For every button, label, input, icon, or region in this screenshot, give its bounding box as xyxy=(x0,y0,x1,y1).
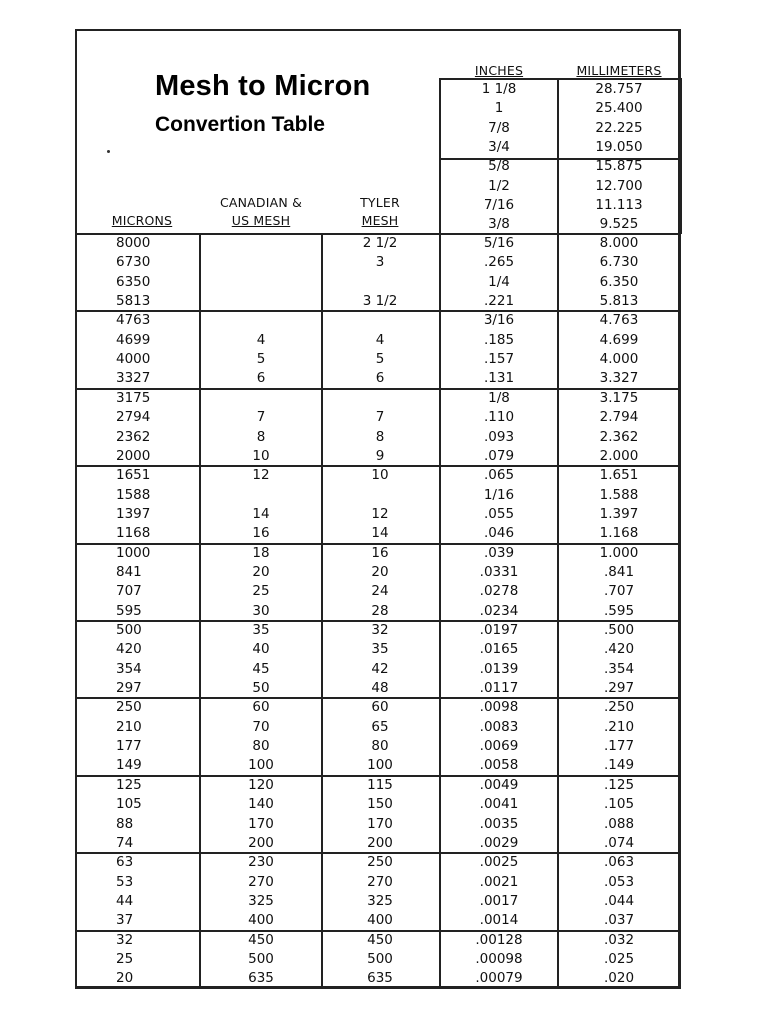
cell-millimeters: .074 xyxy=(603,834,635,851)
cell-inches: .131 xyxy=(483,370,515,387)
cell-millimeters: 1.588 xyxy=(599,486,639,503)
cell-inches: .0021 xyxy=(479,873,519,890)
cell-inches: 1 1/8 xyxy=(481,81,517,97)
cell-microns: 841 xyxy=(116,563,142,580)
cell-tyler-mesh: 4 xyxy=(375,331,385,348)
cell-millimeters: .210 xyxy=(603,718,635,735)
cell-canadian-mesh: 4 xyxy=(256,331,266,348)
cell-millimeters: 3.327 xyxy=(599,370,639,387)
cell-tyler-mesh: 35 xyxy=(371,641,389,658)
cell-canadian-mesh: 450 xyxy=(248,931,274,948)
cell-millimeters: .105 xyxy=(603,796,635,813)
cell-millimeters: .125 xyxy=(603,776,635,793)
cell-inches: .185 xyxy=(483,331,515,348)
cell-tyler-mesh: 7 xyxy=(375,409,385,426)
cell-tyler-mesh: 325 xyxy=(367,892,393,909)
cell-inches: .039 xyxy=(483,544,515,561)
header-microns: MICRONS xyxy=(111,213,173,228)
cell-millimeters: 2.362 xyxy=(599,428,639,445)
cell-millimeters: 4.000 xyxy=(599,351,639,368)
cell-millimeters: .354 xyxy=(603,660,635,677)
cell-millimeters: 4.699 xyxy=(599,331,639,348)
cell-inches: .0058 xyxy=(479,757,519,774)
header-tyler-line2: MESH xyxy=(361,213,399,228)
cell-microns: 37 xyxy=(116,912,134,929)
cell-canadian-mesh xyxy=(200,292,322,311)
cell-tyler-mesh xyxy=(322,273,438,292)
cell-tyler-mesh: 65 xyxy=(371,718,389,735)
cell-tyler-mesh: 28 xyxy=(371,602,389,619)
cell-inches: .00079 xyxy=(475,970,523,987)
cell-tyler-mesh xyxy=(322,311,438,330)
cell-millimeters: 1.651 xyxy=(599,467,639,484)
cell-microns: 3175 xyxy=(116,389,151,406)
cell-millimeters: .044 xyxy=(603,892,635,909)
cell-tyler-mesh: 14 xyxy=(371,525,389,542)
cell-millimeters: 3.175 xyxy=(599,389,639,406)
cell-inches: .0117 xyxy=(479,680,519,697)
cell-tyler-mesh: 400 xyxy=(367,912,393,929)
cell-microns: 500 xyxy=(116,622,142,638)
cell-canadian-mesh: 30 xyxy=(252,602,270,619)
cell-canadian-mesh: 12 xyxy=(252,467,270,484)
cell-microns: 1588 xyxy=(116,486,151,503)
cell-microns: 297 xyxy=(116,680,142,697)
cell-inches: .221 xyxy=(483,293,515,310)
cell-microns: 2362 xyxy=(116,428,151,445)
cell-microns: 88 xyxy=(116,815,134,832)
cell-tyler-mesh: 115 xyxy=(367,776,393,793)
cell-canadian-mesh xyxy=(200,253,322,272)
cell-millimeters: .037 xyxy=(603,912,635,929)
cell-millimeters: 6.350 xyxy=(599,273,639,290)
cell-inches: 1/16 xyxy=(483,486,515,503)
cell-millimeters: .595 xyxy=(603,602,635,619)
cell-canadian-mesh: 7 xyxy=(256,409,266,426)
cell-tyler-mesh: 48 xyxy=(371,680,389,697)
cell-inches: .0041 xyxy=(479,796,519,813)
cell-inches: 5/8 xyxy=(488,158,510,175)
cell-tyler-mesh: 9 xyxy=(375,447,385,464)
cell-canadian-mesh: 25 xyxy=(252,583,270,600)
cell-tyler-mesh: 3 1/2 xyxy=(362,293,398,310)
cell-tyler-mesh: 8 xyxy=(375,428,385,445)
cell-microns: 8000 xyxy=(116,235,151,251)
cell-canadian-mesh: 45 xyxy=(252,660,270,677)
cell-millimeters: .063 xyxy=(603,854,635,871)
cell-inches: .055 xyxy=(483,505,515,522)
cell-microns: 105 xyxy=(116,796,142,813)
cell-millimeters: 8.000 xyxy=(599,235,639,251)
cell-millimeters: .250 xyxy=(603,699,635,716)
cell-inches: .0083 xyxy=(479,718,519,735)
cell-millimeters: 1.397 xyxy=(599,505,639,522)
cell-millimeters: 2.794 xyxy=(599,409,639,426)
cell-inches: .110 xyxy=(483,409,515,426)
header-tyler-line1: TYLER xyxy=(360,195,400,210)
cell-millimeters: 11.113 xyxy=(595,197,643,214)
cell-millimeters: 19.050 xyxy=(595,139,643,156)
cell-tyler-mesh: 3 xyxy=(375,254,385,271)
cell-tyler-mesh: 6 xyxy=(375,370,385,387)
cell-tyler-mesh: 10 xyxy=(371,467,389,484)
cell-millimeters: .025 xyxy=(603,950,635,967)
cell-canadian-mesh: 14 xyxy=(252,505,270,522)
cell-tyler-mesh: 20 xyxy=(371,563,389,580)
cell-microns: 354 xyxy=(116,660,142,677)
cell-microns: 1000 xyxy=(116,544,151,561)
cell-millimeters: 1.000 xyxy=(599,544,639,561)
cell-tyler-mesh: 12 xyxy=(371,505,389,522)
cell-microns: 125 xyxy=(116,776,142,793)
cell-inches: .0017 xyxy=(479,892,519,909)
cell-microns: 1651 xyxy=(116,467,151,484)
cell-tyler-mesh: 635 xyxy=(367,970,393,987)
cell-tyler-mesh: 450 xyxy=(367,931,393,948)
cell-canadian-mesh: 6 xyxy=(256,370,266,387)
cell-tyler-mesh: 60 xyxy=(371,699,389,716)
cell-millimeters: 12.700 xyxy=(595,177,643,194)
cell-microns: 3327 xyxy=(116,370,151,387)
cell-canadian-mesh: 230 xyxy=(248,854,274,871)
page-subtitle: Convertion Table xyxy=(155,113,325,136)
header-canadian-line2: US MESH xyxy=(231,213,291,228)
cell-inches: .0025 xyxy=(479,854,519,871)
cell-millimeters: .297 xyxy=(603,680,635,697)
cell-microns: 20 xyxy=(116,970,134,987)
cell-microns: 1168 xyxy=(116,525,151,542)
header-canadian-line1: CANADIAN & xyxy=(219,195,303,210)
cell-microns: 6730 xyxy=(116,254,151,271)
cell-millimeters: .841 xyxy=(603,563,635,580)
cell-canadian-mesh: 35 xyxy=(252,622,270,638)
cell-canadian-mesh: 100 xyxy=(248,757,274,774)
cell-canadian-mesh xyxy=(200,311,322,330)
cell-inches: .0029 xyxy=(479,834,519,851)
cell-microns: 63 xyxy=(116,854,134,871)
cell-canadian-mesh xyxy=(200,486,322,505)
cell-canadian-mesh: 20 xyxy=(252,563,270,580)
cell-inches: .00098 xyxy=(475,950,523,967)
cell-microns: 210 xyxy=(116,718,142,735)
cell-microns: 595 xyxy=(116,602,142,619)
cell-inches: .0197 xyxy=(479,622,519,638)
page-title: Mesh to Micron xyxy=(155,70,371,102)
cell-tyler-mesh: 5 xyxy=(375,351,385,368)
cell-inches: 5/16 xyxy=(483,235,515,251)
cell-inches: 7/8 xyxy=(488,119,510,136)
cell-canadian-mesh xyxy=(200,234,322,253)
header-millimeters: MILLIMETERS xyxy=(576,63,662,78)
cell-millimeters: 1.168 xyxy=(599,525,639,542)
cell-inches: .0035 xyxy=(479,815,519,832)
cell-inches: .079 xyxy=(483,447,515,464)
cell-microns: 4763 xyxy=(116,312,151,329)
cell-millimeters: 6.730 xyxy=(599,254,639,271)
divider-vertical xyxy=(680,78,682,234)
cell-microns: 74 xyxy=(116,834,134,851)
cell-millimeters: .707 xyxy=(603,583,635,600)
cell-tyler-mesh: 24 xyxy=(371,583,389,600)
cell-inches: .0049 xyxy=(479,776,519,793)
cell-canadian-mesh: 270 xyxy=(248,873,274,890)
cell-tyler-mesh: 200 xyxy=(367,834,393,851)
cell-tyler-mesh: 500 xyxy=(367,950,393,967)
cell-tyler-mesh: 32 xyxy=(371,622,389,638)
cell-millimeters: .032 xyxy=(603,931,635,948)
cell-microns: 2000 xyxy=(116,447,151,464)
cell-inches: 1/4 xyxy=(488,273,510,290)
cell-millimeters: 22.225 xyxy=(595,119,643,136)
cell-inches: 3/8 xyxy=(488,216,510,233)
cell-microns: 25 xyxy=(116,950,134,967)
cell-tyler-mesh: 2 1/2 xyxy=(362,235,398,251)
cell-microns: 6350 xyxy=(116,273,151,290)
cell-microns: 149 xyxy=(116,757,142,774)
cell-microns: 707 xyxy=(116,583,142,600)
cell-inches: 3/16 xyxy=(483,312,515,329)
cell-millimeters: 25.400 xyxy=(595,100,643,117)
cell-inches: 7/16 xyxy=(483,197,515,214)
cell-inches: .0331 xyxy=(479,563,519,580)
cell-canadian-mesh: 18 xyxy=(252,544,270,561)
cell-canadian-mesh: 400 xyxy=(248,912,274,929)
cell-millimeters: .053 xyxy=(603,873,635,890)
cell-canadian-mesh xyxy=(200,389,322,408)
cell-inches: 1/2 xyxy=(488,177,510,194)
cell-millimeters: .420 xyxy=(603,641,635,658)
cell-millimeters: 2.000 xyxy=(599,447,639,464)
cell-inches: .0098 xyxy=(479,699,519,716)
cell-canadian-mesh: 170 xyxy=(248,815,274,832)
cell-millimeters: .088 xyxy=(603,815,635,832)
cell-canadian-mesh: 70 xyxy=(252,718,270,735)
cell-millimeters: 28.757 xyxy=(595,81,643,97)
cell-inches: .0069 xyxy=(479,738,519,755)
cell-millimeters: 5.813 xyxy=(599,293,639,310)
cell-tyler-mesh: 16 xyxy=(371,544,389,561)
cell-canadian-mesh: 50 xyxy=(252,680,270,697)
cell-inches: .265 xyxy=(483,254,515,271)
cell-tyler-mesh: 270 xyxy=(367,873,393,890)
cell-millimeters: .177 xyxy=(603,738,635,755)
cell-inches: 1/8 xyxy=(488,389,510,406)
cell-inches: .0014 xyxy=(479,912,519,929)
cell-microns: 44 xyxy=(116,892,134,909)
cell-canadian-mesh xyxy=(200,273,322,292)
cell-canadian-mesh: 60 xyxy=(252,699,270,716)
cell-canadian-mesh: 500 xyxy=(248,950,274,967)
stray-mark xyxy=(107,150,110,153)
cell-inches: 3/4 xyxy=(488,139,510,156)
cell-inches: .093 xyxy=(483,428,515,445)
cell-tyler-mesh: 42 xyxy=(371,660,389,677)
cell-tyler-mesh: 100 xyxy=(367,757,393,774)
cell-canadian-mesh: 16 xyxy=(252,525,270,542)
cell-canadian-mesh: 10 xyxy=(252,447,270,464)
cell-inches: .00128 xyxy=(475,931,523,948)
cell-millimeters: 4.763 xyxy=(599,312,639,329)
cell-microns: 4699 xyxy=(116,331,151,348)
cell-canadian-mesh: 8 xyxy=(256,428,266,445)
cell-microns: 53 xyxy=(116,873,134,890)
cell-canadian-mesh: 5 xyxy=(256,351,266,368)
cell-microns: 32 xyxy=(116,931,134,948)
cell-canadian-mesh: 325 xyxy=(248,892,274,909)
cell-microns: 2794 xyxy=(116,409,151,426)
cell-microns: 5813 xyxy=(116,293,151,310)
cell-inches: .065 xyxy=(483,467,515,484)
cell-microns: 1397 xyxy=(116,505,151,522)
cell-canadian-mesh: 200 xyxy=(248,834,274,851)
cell-inches: .046 xyxy=(483,525,515,542)
cell-inches: .157 xyxy=(483,351,515,368)
cell-millimeters: 9.525 xyxy=(599,216,639,233)
cell-tyler-mesh xyxy=(322,389,438,408)
cell-inches: .0234 xyxy=(479,602,519,619)
cell-inches: .0278 xyxy=(479,583,519,600)
cell-canadian-mesh: 40 xyxy=(252,641,270,658)
cell-inches: .0165 xyxy=(479,641,519,658)
cell-canadian-mesh: 120 xyxy=(248,776,274,793)
header-inches: INCHES xyxy=(474,63,524,78)
cell-millimeters: .149 xyxy=(603,757,635,774)
cell-microns: 420 xyxy=(116,641,142,658)
cell-tyler-mesh: 150 xyxy=(367,796,393,813)
cell-millimeters: .020 xyxy=(603,970,635,987)
cell-millimeters: .500 xyxy=(603,622,635,638)
cell-microns: 4000 xyxy=(116,351,151,368)
cell-tyler-mesh: 170 xyxy=(367,815,393,832)
cell-canadian-mesh: 140 xyxy=(248,796,274,813)
cell-tyler-mesh xyxy=(322,486,438,505)
cell-inches: 1 xyxy=(494,100,504,117)
cell-millimeters: 15.875 xyxy=(595,158,643,175)
cell-inches: .0139 xyxy=(479,660,519,677)
cell-canadian-mesh: 80 xyxy=(252,738,270,755)
cell-tyler-mesh: 250 xyxy=(367,854,393,871)
cell-canadian-mesh: 635 xyxy=(248,970,274,987)
cell-microns: 177 xyxy=(116,738,142,755)
cell-tyler-mesh: 80 xyxy=(371,738,389,755)
cell-microns: 250 xyxy=(116,699,142,716)
